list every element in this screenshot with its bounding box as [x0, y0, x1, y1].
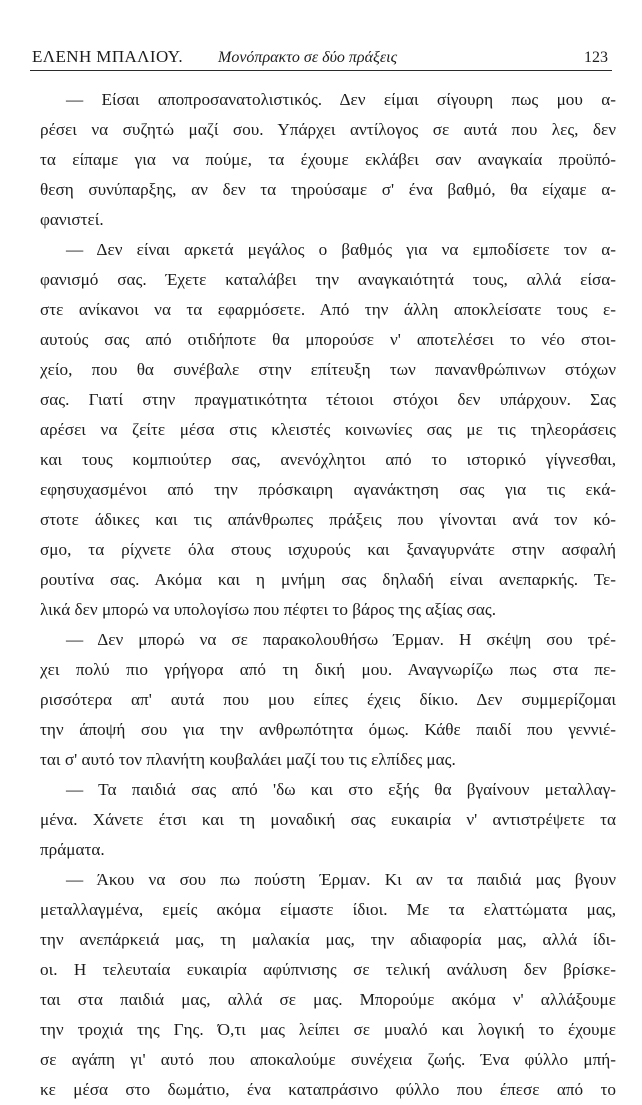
page-number: 123: [584, 49, 608, 66]
text-line: ται στα παιδιά μας, αλλά σε μας. Μπορούμε ακόμα ν' αλλάξουμε: [40, 990, 616, 1009]
text-line: οι. Η τελευταία ευκαιρία αφύπνισης σε τελική ανάλυση δεν βρίσκε-: [40, 960, 616, 979]
text-line: τα είπαμε για να πούμε, τα έχουμε εκλάβει σαν αναγκαία προϋπό-: [40, 150, 616, 169]
text-line: — Δεν μπορώ να σε παρακολουθήσω Έρμαν. Η σκέψη σου τρέ-: [66, 630, 616, 649]
text-line: την τροχιά της Γης. Ό,τι μας λείπει σε μυαλό και λογική το έχουμε: [40, 1020, 616, 1039]
text-line: μεταλλαγμένα, εμείς ακόμα είμαστε ίδιοι. Με τα ελαττώματα μας,: [40, 900, 616, 919]
text-line: στε ανίκανοι να τα εφαρμόσετε. Από την άλλη αποκλείσατε τους ε-: [40, 300, 616, 319]
text-line: λικά δεν μπορώ να υπολογίσω που πέφτει το βάρος της αξίας σας.: [40, 600, 497, 619]
text-line: σμο, τα ρίχνετε όλα στους ισχυρούς και ξαναγυρνάτε στην ασφαλή: [40, 540, 616, 559]
text-line: εφησυχασμένοι από την πρόσκαιρη αγανάκτηση σας για τις εκά-: [40, 480, 616, 499]
running-header: [30, 40, 612, 71]
text-line: πράματα.: [40, 840, 105, 859]
text-line: ρισσότερα απ' αυτά που μου είπες έχεις δίκιο. Δεν συμμερίζομαι: [40, 690, 616, 709]
text-line: κε μέσα στο δωμάτιο, ένα καταπράσινο φύλλο που έπεσε από το: [40, 1080, 616, 1099]
text-line: σε αγάπη γι' αυτό που αποκαλούμε συνέχεια ζωής. Ένα φύλλο μπή-: [40, 1050, 616, 1069]
text-line: χείο, που θα συνέβαλε στην επίτευξη των πανανθρώπινων στόχων: [40, 360, 616, 379]
text-line: φανιστεί.: [40, 210, 104, 229]
text-line: φανισμό σας. Έχετε καταλάβει την αναγκαιότητά τους, αλλά είσα-: [40, 270, 616, 289]
text-line: σας. Γιατί στην πραγματικότητα τέτοιοι στόχοι δεν υπάρχουν. Σας: [40, 390, 616, 409]
text-line: — Δεν είναι αρκετά μεγάλος ο βαθμός για να εμποδίσετε τον α-: [66, 240, 616, 259]
text-line: αυτούς σας από οτιδήποτε θα μπορούσε ν' αποτελέσει το νέο στοι-: [40, 330, 616, 349]
text-line: χει πολύ πιο γρήγορα από τη δική μου. Αναγνωρίζω πως στα πε-: [40, 660, 616, 679]
header-book-title: Μονόπρακτο σε δύο πράξεις: [218, 49, 398, 66]
body-text: [40, 85, 616, 1105]
text-line: ται σ' αυτό τον πλανήτη κουβαλάει μαζί του τις ελπίδες μας.: [40, 750, 456, 769]
text-line: και τους κομπιούτερ σας, ανενόχλητοι από το ιστορικό γίγνεσθαι,: [40, 450, 616, 469]
text-line: ρουτίνα σας. Ακόμα και η μνήμη σας δηλαδή είναι ανεπαρκής. Τε-: [40, 570, 616, 589]
text-line: την ανεπάρκειά μας, τη μαλακία μας, την αδιαφορία μας, αλλά ίδι-: [40, 930, 616, 949]
text-line: θεση συνύπαρξης, αν δεν τα τηρούσαμε σ' ένα βαθμό, θα είχαμε α-: [40, 180, 616, 199]
text-line: στοτε άδικες και τις απάνθρωπες πράξεις που γίνονται ανά τον κό-: [40, 510, 616, 529]
text-line: αρέσει να ζείτε μέσα στις κλειστές κοινωνίες σας με τις τηλεοράσεις: [40, 420, 616, 439]
text-line: μένα. Χάνετε έτσι και τη μοναδική σας ευκαιρία ν' αντιστρέψετε τα: [40, 810, 616, 829]
header-author: ΕΛΕΝΗ ΜΠΑΛΙΟΥ.: [32, 47, 184, 66]
text-line: — Άκου να σου πω πούστη Έρμαν. Κι αν τα παιδιά μας βγουν: [66, 870, 616, 889]
text-line: — Τα παιδιά σας από 'δω και στο εξής θα βγαίνουν μεταλλαγ-: [66, 780, 616, 799]
text-line: — Είσαι αποπροσανατολιστικός. Δεν είμαι σίγουρη πως μου α-: [66, 90, 616, 109]
text-line: ρέσει να συζητώ μαζί σου. Υπάρχει αντίλογος σε αυτά που λες, δεν: [40, 120, 616, 139]
text-line: την άποψή σου για την ανθρωπότητα όμως. Κάθε παιδί που γεννιέ-: [40, 720, 616, 739]
